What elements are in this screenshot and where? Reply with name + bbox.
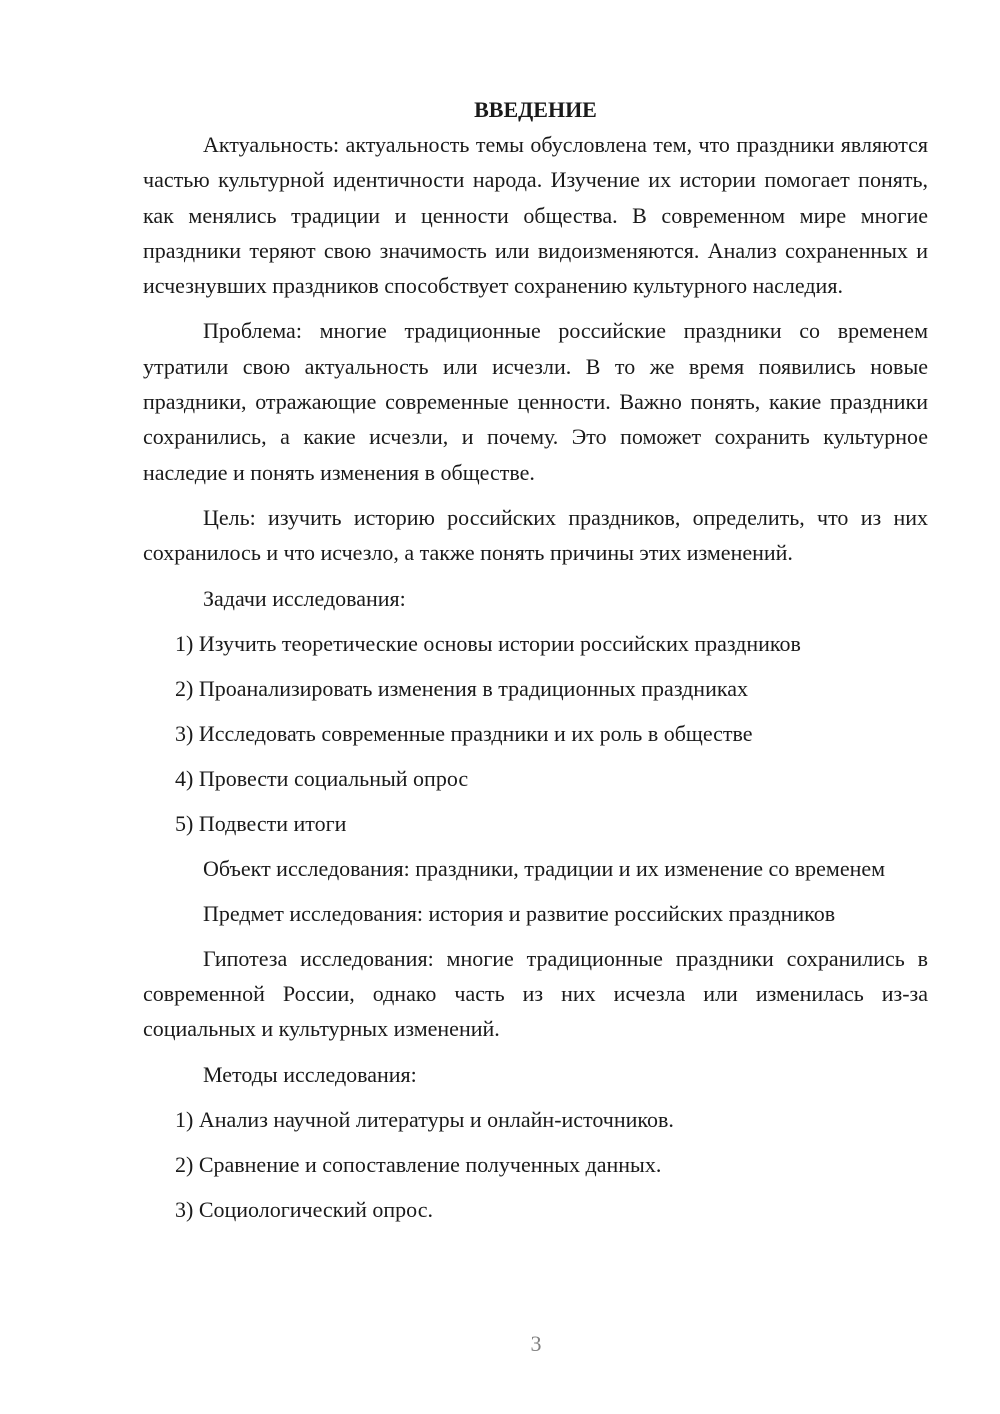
methods-list (143, 1102, 928, 1227)
task-item: 4) Провести социальный опрос (175, 765, 469, 791)
methods-label: Методы исследования: (203, 1061, 417, 1087)
page-number: 3 (530, 1331, 542, 1356)
tasks-label: Задачи исследования: (203, 585, 406, 611)
problem-paragraph: Проблема: многие традиционные российские праздники со временем утратили свою актуальность или исчезли. В то же время появились новые праздники, отражающие современные ценности. Важно понять, какие праздники сохранились, а какие исчезли, и почему. Это поможет сохранить культурное наследие и понять изменения в обществе. (143, 318, 928, 485)
method-item: 3) Социологический опрос. (175, 1196, 433, 1222)
method-item: 1) Анализ научной литературы и онлайн-источников. (175, 1106, 674, 1132)
task-item: 3) Исследовать современные праздники и их роль в обществе (175, 720, 753, 746)
page-title: ВВЕДЕНИЕ (474, 97, 597, 122)
hypothesis-paragraph: Гипотеза исследования: многие традиционные праздники сохранились в современной России, однако часть из них исчезла или изменилась из-за социальных и культурных изменений. (143, 945, 928, 1042)
task-item: 5) Подвести итоги (175, 810, 347, 836)
task-item: 2) Проанализировать изменения в традиционных праздниках (175, 675, 748, 701)
task-item: 1) Изучить теоретические основы истории российских праздников (175, 630, 801, 656)
method-item: 2) Сравнение и сопоставление полученных данных. (175, 1151, 662, 1177)
tasks-list (143, 626, 928, 841)
subject-paragraph: Предмет исследования: история и развитие российских праздников (203, 900, 836, 926)
relevance-paragraph: Актуальность: актуальность темы обусловлена тем, что праздники являются частью культурной идентичности народа. Изучение их истории помогает понять, как менялись традиции и ценности общества. В современном мире многие праздники теряют свою значимость или видоизменяются. Анализ сохраненных и исчезнувших праздников способствует сохранению культурного наследия. (143, 132, 928, 299)
object-paragraph: Объект исследования: праздники, традиции и их изменение со временем (203, 855, 886, 881)
goal-paragraph: Цель: изучить историю российских праздников, определить, что из них сохранилось и что исчезло, а также понять причины этих изменений. (143, 504, 928, 566)
document-page (143, 92, 928, 1237)
